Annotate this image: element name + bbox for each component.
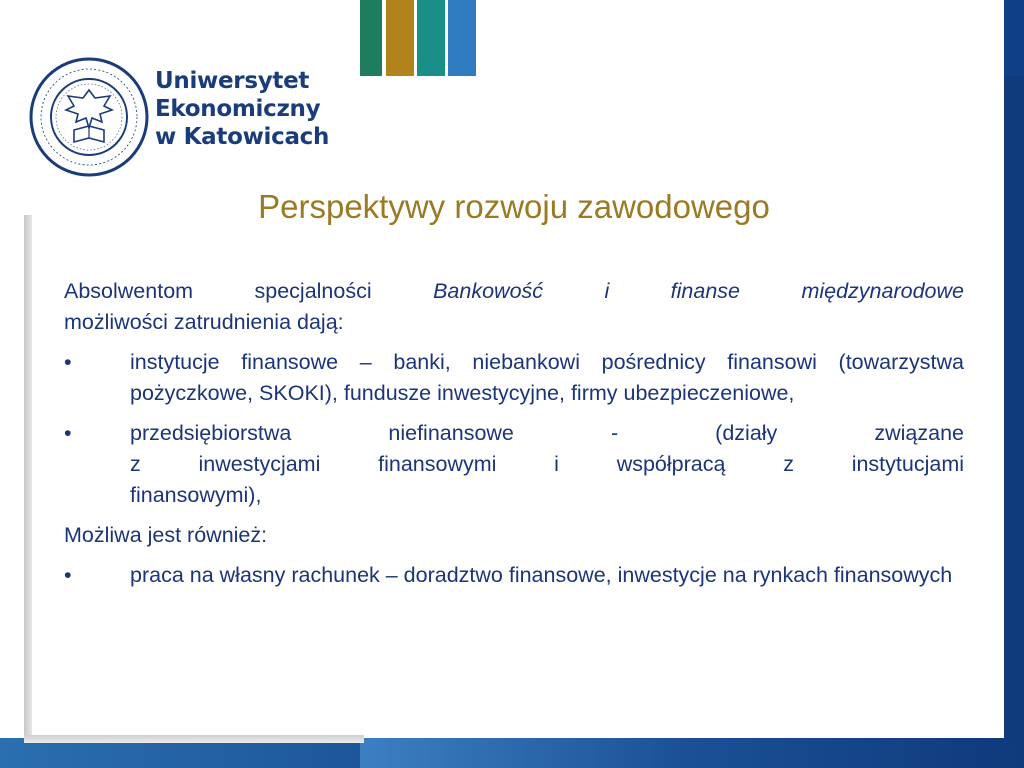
stripe-teal (417, 0, 445, 76)
intro-paragraph (64, 276, 964, 338)
stripe-green (360, 0, 382, 76)
stripe-blue (448, 0, 476, 76)
bullet-line: z inwestycjami finansowymi i współpracą z instytucjami (130, 452, 964, 476)
bullet-line: przedsiębiorstwa niefinansowe - (działy związane (130, 421, 964, 445)
list-item (64, 418, 964, 511)
list-item (64, 560, 964, 591)
bullet-text: praca na własny rachunek – doradztwo finansowe, inwestycje na rynkach finansowych (130, 563, 953, 587)
slide-title: Perspektywy rozwoju zawodowego (258, 188, 770, 225)
panel-shadow-left (24, 215, 32, 740)
intro-line-2: możliwości zatrudnienia dają: (64, 310, 344, 334)
list-item (64, 347, 964, 409)
slide-body (64, 276, 964, 600)
stripe-gold (386, 0, 414, 76)
also-paragraph: Możliwa jest również: (64, 523, 268, 547)
bullet-text (130, 418, 964, 511)
logo-line-3: w Katowicach (155, 124, 330, 150)
intro-prefix: Absolwentom specjalności (64, 279, 372, 303)
bullet-marker: • (64, 350, 72, 374)
bottom-blue-band (360, 738, 1024, 768)
logo-line-1: Uniwersytet (155, 68, 310, 94)
bullet-text: instytucje finansowe – banki, niebankowi pośrednicy finansowi (towarzystwa pożyczkowe, SKOKI), fundusze inwestycyjne, firmy ubezpieczeniowe, (130, 350, 964, 405)
bullet-marker: • (64, 563, 72, 587)
intro-line-1 (64, 276, 964, 307)
bullet-line: finansowymi), (130, 483, 262, 507)
logo-line-2: Ekonomiczny (155, 96, 321, 122)
university-name (155, 67, 355, 151)
bullet-marker: • (64, 421, 72, 445)
university-seal-icon (28, 56, 150, 178)
specialization-name: Bankowość i finanse międzynarodowe (433, 279, 964, 303)
panel-shadow-bottom (24, 735, 364, 743)
